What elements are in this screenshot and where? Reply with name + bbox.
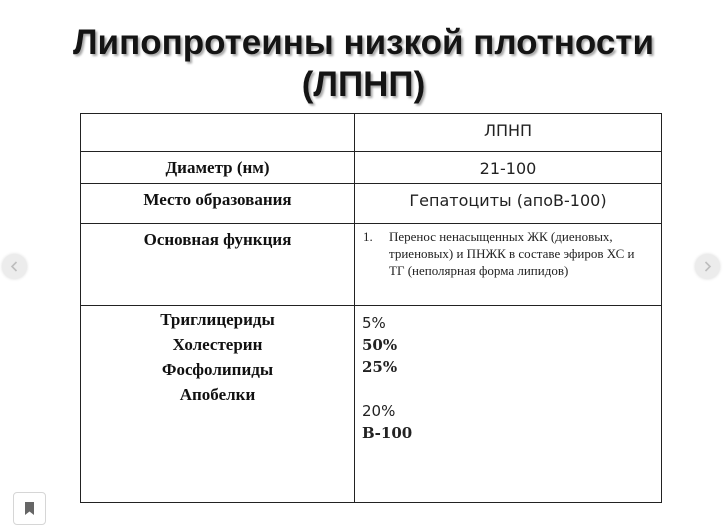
table-header-row (81, 114, 662, 152)
function-list (355, 224, 661, 279)
formation-value: Гепатоциты (апоВ-100) (355, 184, 662, 224)
apoproteins-label: Апобелки (179, 385, 256, 404)
formation-label: Место образования (81, 184, 355, 224)
header-empty-cell (81, 114, 355, 152)
composition-row (81, 306, 662, 503)
composition-values-cell (355, 306, 662, 503)
next-slide-button[interactable] (695, 254, 720, 279)
cholesterol-value: 50% (362, 336, 398, 354)
diameter-value: 21-100 (355, 152, 662, 184)
cholesterol-label: Холестерин (172, 335, 263, 354)
header-ldl-cell: ЛПНП (355, 114, 662, 152)
function-item-number: 1. (363, 229, 373, 244)
phospholipids-label: Фосфолипиды (161, 360, 274, 379)
chevron-left-icon (2, 254, 27, 279)
apoproteins-value: 20% (362, 402, 396, 420)
slide-title (0, 22, 727, 106)
prev-slide-button[interactable] (2, 254, 27, 279)
function-item-text: Перенос ненасыщенных ЖК (диеновых, триеновых) и ПНЖК в составе эфиров ХС и ТГ (неполярная форма липидов) (389, 229, 635, 278)
triglycerides-value: 5% (362, 314, 386, 332)
bookmark-button[interactable] (13, 492, 46, 525)
bookmark-icon (14, 493, 45, 524)
function-row (81, 224, 662, 306)
apoprotein-type: В-100 (362, 424, 413, 442)
diameter-label: Диаметр (нм) (81, 152, 355, 184)
formation-row (81, 184, 662, 224)
function-value-cell (355, 224, 662, 306)
ldl-properties-table (80, 113, 662, 503)
composition-labels-cell (81, 306, 355, 503)
function-label: Основная функция (81, 224, 355, 306)
chevron-right-icon (695, 254, 720, 279)
values-spacer (362, 378, 661, 400)
phospholipids-value: 25% (362, 358, 398, 376)
triglycerides-label: Триглицериды (160, 310, 275, 329)
diameter-row (81, 152, 662, 184)
slide-title-line-1: Липопротеины низкой плотности (73, 23, 654, 62)
slide-title-line-2: (ЛПНП) (301, 65, 426, 104)
